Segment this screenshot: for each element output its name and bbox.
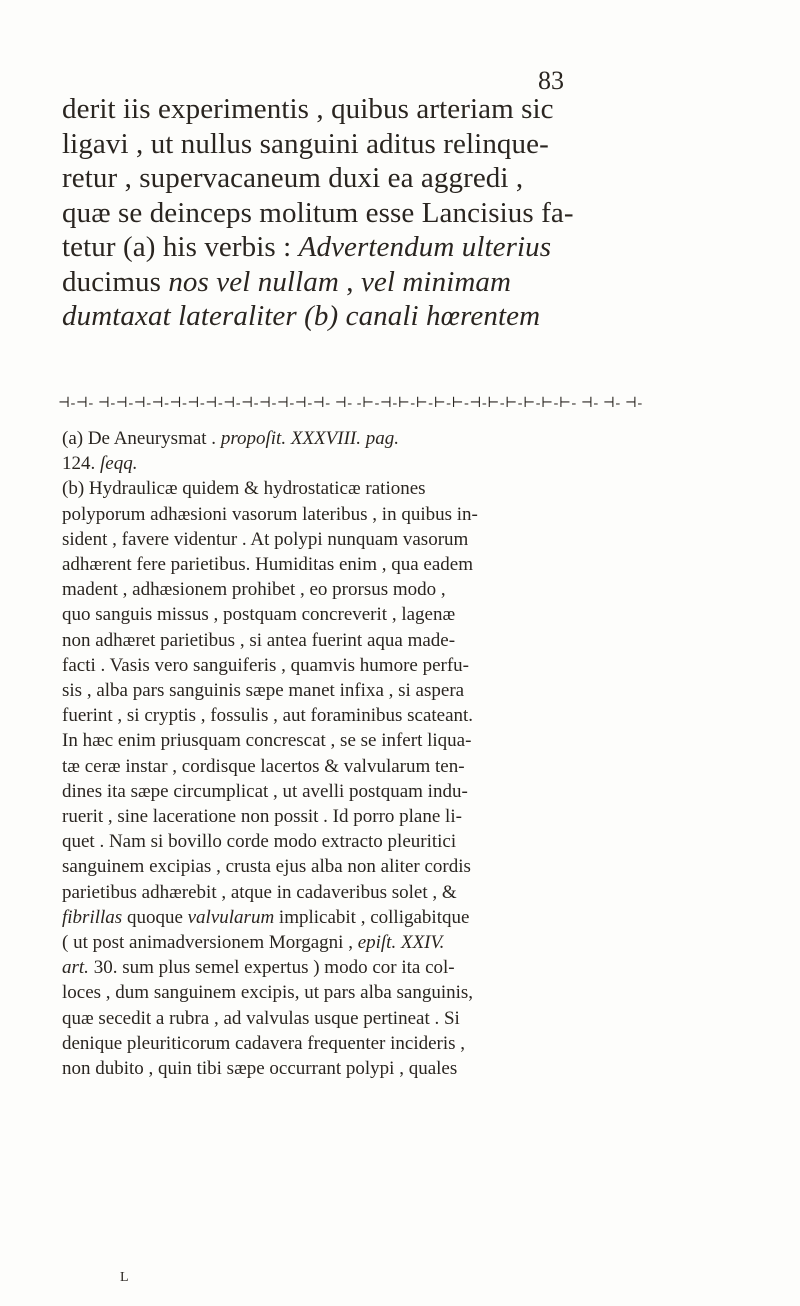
- footnote-b-line: quo sanguis missus , postquam concreverit , lagenæ: [62, 604, 456, 626]
- footnote-a: [62, 426, 712, 451]
- footnote-b-line: dines ita sæpe circumplicat , ut avelli postquam indu-: [62, 780, 468, 802]
- footnote-b-line: [62, 905, 712, 930]
- footnote-b-line: sident , favere videntur . At polypi nunquam vasorum: [62, 528, 469, 550]
- quotation-italic: Advertendum ulterius: [298, 231, 552, 263]
- footnote-text: 30. sum plus semel expertus ) modo cor ita col-: [88, 957, 455, 979]
- main-text: [62, 92, 702, 334]
- footnote-text: (a) De Aneurysmat .: [62, 428, 221, 449]
- quotation-italic: vel minimam: [360, 265, 512, 298]
- footnote-b-line: [62, 930, 712, 955]
- footnote-b-line: sis , alba pars sanguinis sæpe manet infixa , si aspera: [62, 680, 465, 702]
- text-roman: ducimus: [62, 265, 169, 298]
- text-roman: tetur (a) his verbis :: [62, 231, 299, 263]
- signature-mark: L: [120, 1270, 129, 1285]
- footnote-b-line: quæ secedit a rubra , ad valvulas usque pertineat . Si: [62, 1007, 460, 1029]
- text-line: quæ se deinceps molitum esse Lancisius fa-: [62, 196, 574, 229]
- text-roman: ,: [338, 265, 361, 298]
- footnotes: [62, 426, 712, 1081]
- footnote-italic: valvularum: [187, 906, 275, 928]
- footnote-b-line: parietibus adhærebit , atque in cadaveribus solet , &: [62, 881, 457, 903]
- footnote-italic: epiſt. XXIV.: [357, 932, 445, 954]
- footnote-b-line: (b) Hydraulicæ quidem & hydrostaticæ rationes: [62, 478, 426, 500]
- text-line: retur , supervacaneum duxi ea aggredi ,: [62, 162, 524, 194]
- footnote-b-line: quet . Nam si bovillo corde modo extracto pleuritici: [62, 831, 457, 853]
- footnote-b-line: sanguinem excipias , crusta ejus alba non aliter cordis: [62, 856, 471, 878]
- footnote-text: 124.: [62, 453, 100, 475]
- quotation-italic: nos vel nullam: [168, 265, 339, 298]
- text-line: ligavi , ut nullus sanguini aditus relinque-: [62, 127, 549, 160]
- footnote-b-line: In hæc enim priusquam concrescat , se se infert liqua-: [62, 730, 472, 752]
- footnote-italic: fibrillas: [62, 906, 123, 928]
- footnote-b-line: facti . Vasis vero sanguiferis , quamvis humore perfu-: [62, 654, 469, 676]
- footnote-a-line2: [62, 451, 712, 476]
- footnote-italic: ſeqq.: [100, 453, 138, 475]
- footnote-text: quoque: [122, 906, 188, 928]
- footnote-b-line: loces , dum sanguinem excipis, ut pars alba sanguinis,: [62, 982, 474, 1004]
- footnote-b-line: non adhæret parietibus , si antea fuerint aqua made-: [62, 629, 456, 651]
- footnote-b-line: polyporum adhæsioni vasorum lateribus , in quibus in-: [62, 503, 478, 525]
- footnote-text: implicabit , colligabitque: [274, 906, 470, 928]
- text-line: dumtaxat lateraliter (b) canali hœrentem: [62, 300, 541, 332]
- footnote-b-line: ruerit , sine laceratione non possit . Id porro plane li-: [62, 806, 462, 828]
- page-number: 83: [538, 66, 564, 95]
- text-line: [62, 265, 702, 300]
- text-line: [62, 230, 702, 265]
- footnote-text: ( ut post animadversionem Morgagni ,: [62, 932, 358, 954]
- footnote-b-line: madent , adhæsionem prohibet , eo prorsus modo ,: [62, 579, 446, 601]
- footnote-b-line: non dubito , quin tibi sæpe occurrant polypi , quales: [62, 1058, 458, 1080]
- footnote-italic: art.: [62, 957, 89, 979]
- footnote-italic: propoſit. XXXVIII. pag.: [220, 428, 399, 449]
- ornamental-divider: ⊣-⊣- ⊣-⊣-⊣-⊣-⊣-⊣-⊣-⊣-⊣-⊣-⊣-⊣-⊣- ⊣- -⊢-⊣-⊢-⊢-⊢-⊢-⊣-⊢-⊢-⊢-⊢-⊢- ⊣- ⊣- ⊣-: [58, 396, 643, 411]
- footnote-b-line: fuerint , si cryptis , fossulis , aut foraminibus scateant.: [62, 705, 474, 727]
- footnote-b-line: denique pleuriticorum cadavera frequenter incideris ,: [62, 1032, 466, 1054]
- text-line: derit iis experimentis , quibus arteriam sic: [62, 93, 554, 125]
- footnote-b-line: [62, 955, 712, 980]
- footnote-b-line: adhærent fere parietibus. Humiditas enim , qua eadem: [62, 554, 474, 576]
- footnote-b-line: tæ ceræ instar , cordisque lacertos & valvularum ten-: [62, 755, 465, 777]
